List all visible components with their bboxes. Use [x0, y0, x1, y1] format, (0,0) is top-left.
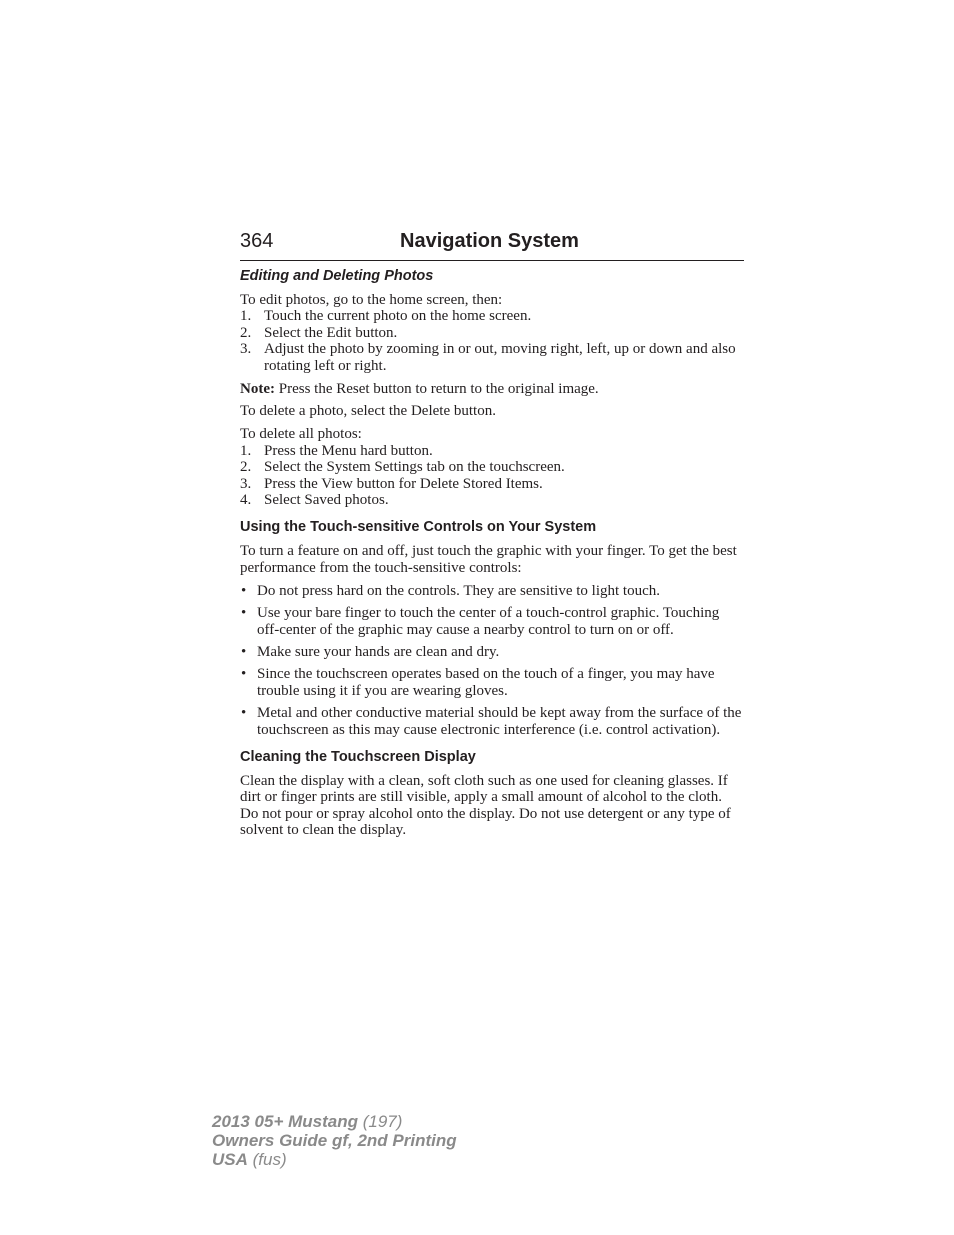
footer-model-code: (197): [358, 1112, 403, 1131]
footer-print-info: [212, 1112, 457, 1169]
heading-cleaning-display: Cleaning the Touchscreen Display: [240, 748, 476, 765]
footer-region: USA: [212, 1150, 248, 1169]
bullet-text: Metal and other conductive material should be kept away from the surface of the touchscreen as this may cause electronic interference (i.e. control activation).: [257, 705, 742, 738]
bullet-text: Use your bare finger to touch the center of a touch-control graphic. Touching off-center of the graphic may cause a nearby control to turn on or off.: [257, 605, 720, 638]
step-text: Select the System Settings tab on the touchscreen.: [264, 459, 565, 476]
page-title: Navigation System: [400, 230, 579, 252]
bullet-icon: •: [241, 582, 247, 599]
footer-line-region: [212, 1150, 457, 1169]
step-number: 3.: [240, 341, 252, 358]
step-text: Select Saved photos.: [264, 491, 389, 508]
footer-region-code: (fus): [247, 1150, 287, 1169]
step-number: 4.: [240, 491, 252, 508]
list-item: [240, 459, 744, 475]
list-item: [240, 308, 744, 324]
page-number: 364: [240, 230, 274, 252]
bullet-icon: •: [241, 643, 247, 660]
list-item: [240, 705, 744, 738]
touch-intro: To turn a feature on and off, just touch the graphic with your finger. To get the best performance from the touch-sensitive controls:: [240, 543, 737, 576]
list-item: [240, 583, 744, 599]
heading-touch-controls: Using the Touch-sensitive Controls on Your System: [240, 519, 597, 536]
bullet-icon: •: [241, 666, 247, 683]
note-label: Note:: [240, 380, 275, 397]
heading-editing-photos: Editing and Deleting Photos: [240, 268, 434, 284]
step-text: Press the Menu hard button.: [264, 442, 433, 459]
page-header: [240, 228, 744, 261]
step-number: 2.: [240, 324, 252, 341]
list-item: [240, 325, 744, 341]
cleaning-text: Clean the display with a clean, soft cloth such as one used for cleaning glasses. If dirt or finger prints are still visible, apply a small amount of alcohol to the cloth. Do not pour or spray alcohol onto the display. Do not use detergent or any type of solvent to clean the display.: [240, 772, 731, 839]
list-item: [240, 341, 744, 374]
list-item: [240, 443, 744, 459]
list-item: [240, 644, 744, 660]
bullet-icon: •: [241, 705, 247, 722]
footer-line-guide: [212, 1131, 457, 1150]
editing-steps-list: [240, 308, 744, 374]
list-item: [240, 492, 744, 508]
delete-photo-text: To delete a photo, select the Delete button.: [240, 403, 496, 420]
list-item: [240, 476, 744, 492]
delete-all-intro: To delete all photos:: [240, 426, 362, 443]
step-number: 1.: [240, 308, 252, 325]
step-text: Press the View button for Delete Stored Items.: [264, 475, 543, 492]
step-number: 2.: [240, 459, 252, 476]
step-text: Select the Edit button.: [264, 324, 398, 341]
note-text: Press the Reset button to return to the original image.: [274, 380, 599, 397]
touch-bullets-list: [240, 583, 744, 738]
step-number: 1.: [240, 442, 252, 459]
step-text: Adjust the photo by zooming in or out, moving right, left, up or down and also rotating left or right.: [264, 341, 736, 374]
footer-guide: Owners Guide gf, 2nd Printing: [212, 1131, 457, 1150]
step-number: 3.: [240, 475, 252, 492]
list-item: [240, 605, 744, 638]
note-paragraph: [240, 381, 744, 397]
bullet-text: Since the touchscreen operates based on the touch of a finger, you may have trouble using it if you are wearing gloves.: [257, 666, 715, 699]
footer-line-model: [212, 1112, 457, 1131]
editing-intro: To edit photos, go to the home screen, then:: [240, 292, 503, 308]
footer-model: 2013 05+ Mustang: [212, 1112, 358, 1131]
bullet-text: Make sure your hands are clean and dry.: [257, 643, 500, 660]
bullet-icon: •: [241, 605, 247, 622]
page-content: [240, 266, 744, 839]
list-item: [240, 666, 744, 699]
delete-all-steps-list: [240, 443, 744, 509]
bullet-text: Do not press hard on the controls. They are sensitive to light touch.: [257, 582, 660, 599]
step-text: Touch the current photo on the home screen.: [264, 308, 532, 325]
